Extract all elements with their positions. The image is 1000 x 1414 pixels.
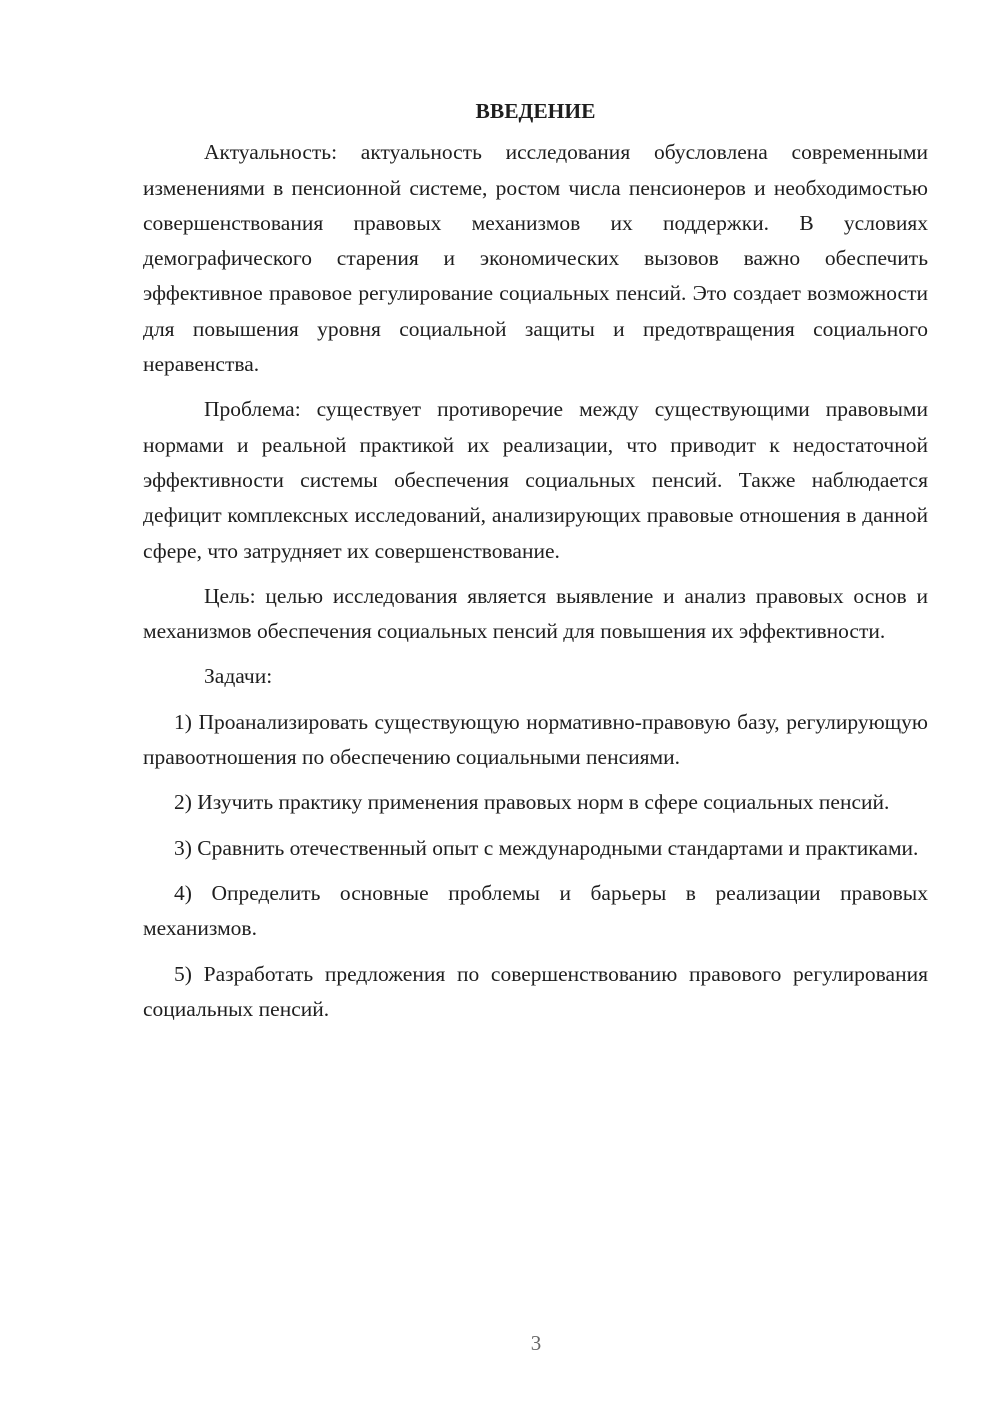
section-title: ВВЕДЕНИЕ xyxy=(475,99,596,123)
task-item-3: 3) Сравнить отечественный опыт с международными стандартами и практиками. xyxy=(174,835,919,860)
task-item-5: 5) Разработать предложения по совершенствованию правового регулирования социальных пенсий. xyxy=(143,961,928,1021)
paragraph-goal: Цель: целью исследования является выявление и анализ правовых основ и механизмов обеспечения социальных пенсий для повышения их эффективности. xyxy=(143,583,928,644)
paragraph-relevance: Актуальность: актуальность исследования обусловлена современными изменениями в пенсионной системе, ростом числа пенсионеров и необходимостью совершенствования правовых механизмов их поддержки. В условиях демографического старения и экономических вызовов важно обеспечить эффективное правовое регулирование социальных пенсий. Это создает возможности для повышения уровня социальной защиты и предотвращения социального неравенства. xyxy=(143,140,928,377)
task-item-4: 4) Определить основные проблемы и барьеры в реализации правовых механизмов. xyxy=(143,880,928,941)
paragraph-problem: Проблема: существует противоречие между существующими правовыми нормами и реальной практикой их реализации, что приводит к недостаточной эффективности системы обеспечения социальных пенсий. Также наблюдается дефицит комплексных исследований, анализирующих правовые отношения в данной сфере, что затрудняет их совершенствование. xyxy=(143,397,928,563)
page-content xyxy=(143,94,928,1037)
page-number: 3 xyxy=(530,1331,542,1355)
task-item-2: 2) Изучить практику применения правовых норм в сфере социальных пенсий. xyxy=(174,790,890,815)
tasks-heading: Задачи: xyxy=(204,664,273,689)
task-item-1: 1) Проанализировать существующую нормативно-правовую базу, регулирующую правоотношения по обеспечению социальными пенсиями. xyxy=(143,709,928,770)
